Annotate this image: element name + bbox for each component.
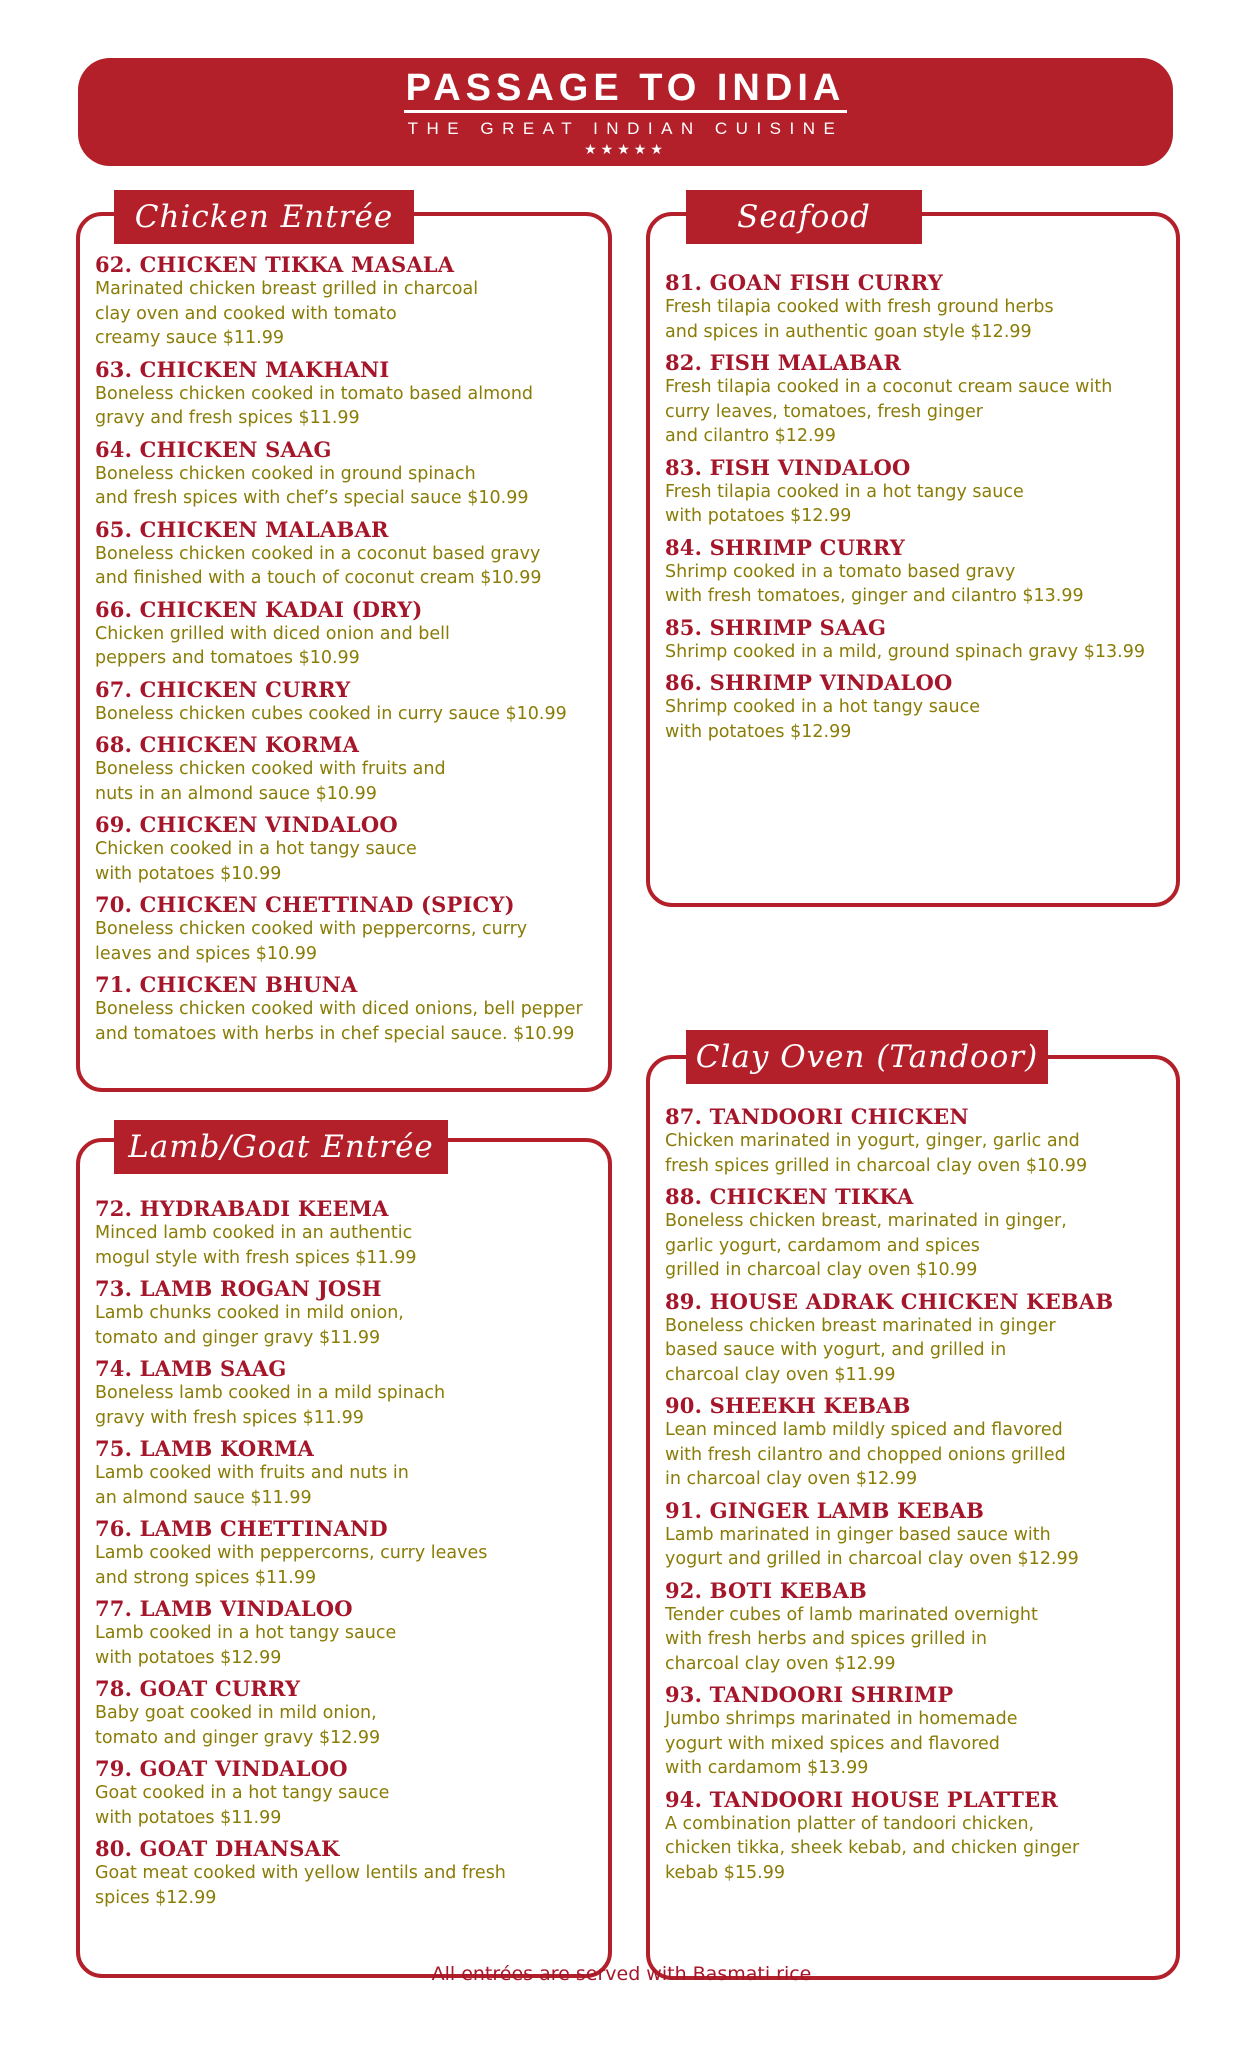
menu-item-title: 83. FISH VINDALOO <box>665 454 911 480</box>
restaurant-name: PASSAGE TO INDIA <box>404 66 848 113</box>
restaurant-tagline: THE GREAT INDIAN CUISINE <box>407 119 844 138</box>
menu-item <box>95 597 605 671</box>
menu-item <box>95 517 605 591</box>
rating-stars: ★★★★★ <box>584 142 667 158</box>
menu-item-title: 85. SHRIMP SAAG <box>665 614 887 640</box>
menu-item-description: Lamb chunks cooked in mild onion, tomato and ginger gravy $11.99 <box>95 1303 404 1348</box>
menu-item <box>665 1289 1175 1388</box>
menu-item-title: 86. SHRIMP VINDALOO <box>665 670 953 695</box>
menu-item <box>95 1356 605 1430</box>
menu-item <box>95 1276 605 1350</box>
menu-item-title: 84. SHRIMP CURRY <box>665 534 905 560</box>
menu-item-description: Boneless chicken breast, marinated in ginger, garlic yogurt, cardamom and spices grilled in charcoal clay oven $10.99 <box>665 1211 1067 1280</box>
menu-item <box>665 1498 1175 1572</box>
menu-item <box>95 357 605 431</box>
menu-item-title: 63. CHICKEN MAKHANI <box>95 356 390 382</box>
menu-item <box>665 1184 1175 1283</box>
menu-item-description: Lamb cooked in a hot tangy sauce with potatoes $12.99 <box>95 1623 397 1668</box>
menu-item-description: Baby goat cooked in mild onion, tomato and ginger gravy $12.99 <box>95 1703 381 1748</box>
menu-item-description: Lamb cooked with peppercorns, curry leaves and strong spices $11.99 <box>95 1543 488 1588</box>
menu-item-title: 91. GINGER LAMB KEBAB <box>665 1497 985 1523</box>
menu-item-title: 66. CHICKEN KADAI (DRY) <box>95 596 423 622</box>
chicken-entree-heading: Chicken Entrée <box>114 190 414 244</box>
menu-item <box>665 1787 1175 1886</box>
menu-item-title: 81. GOAN FISH CURRY <box>665 270 943 295</box>
menu-item-description: Chicken marinated in yogurt, ginger, garlic and fresh spices grilled in charcoal clay oven $10.99 <box>665 1131 1088 1176</box>
menu-item-title: 77. LAMB VINDALOO <box>95 1596 353 1621</box>
menu-item-title: 90. SHEEKH KEBAB <box>665 1393 911 1418</box>
menu-item-description: Marinated chicken breast grilled in charcoal clay oven and cooked with tomato creamy sauce $11.99 <box>95 279 479 348</box>
menu-item-description: Fresh tilapia cooked with fresh ground herbs and spices in authentic goan style $12.99 <box>665 297 1054 342</box>
menu-item-description: Fresh tilapia cooked in a coconut cream sauce with curry leaves, tomatoes, fresh ginger and cilantro $12.99 <box>665 377 1113 446</box>
menu-item <box>95 1516 605 1590</box>
menu-item-description: Boneless chicken cooked with diced onions, bell pepper and tomatoes with herbs in chef special sauce. $10.99 <box>95 999 583 1044</box>
menu-item <box>95 812 605 886</box>
menu-item <box>665 1393 1175 1492</box>
menu-item <box>95 1756 605 1830</box>
menu-item <box>665 455 1175 529</box>
menu-item-description: Fresh tilapia cooked in a hot tangy sauce with potatoes $12.99 <box>665 481 1024 526</box>
footer-note: All entrées are served with Basmati rice <box>431 1963 812 1985</box>
menu-item-description: Chicken cooked in a hot tangy sauce with potatoes $10.99 <box>95 839 417 884</box>
menu-item-title: 62. CHICKEN TIKKA MASALA <box>95 252 455 277</box>
menu-item-title: 78. GOAT CURRY <box>95 1676 301 1701</box>
menu-item-description: Goat meat cooked with yellow lentils and fresh spices $12.99 <box>95 1863 506 1908</box>
menu-item-title: 73. LAMB ROGAN JOSH <box>95 1276 382 1301</box>
menu-item-description: Boneless chicken cooked in a coconut based gravy and finished with a touch of coconut cream $10.99 <box>95 543 542 588</box>
menu-item-title: 67. CHICKEN CURRY <box>95 676 351 702</box>
menu-item-description: Lamb cooked with fruits and nuts in an almond sauce $11.99 <box>95 1463 409 1508</box>
menu-item-description: Chicken grilled with diced onion and bell peppers and tomatoes $10.99 <box>95 623 450 668</box>
menu-item-title: 88. CHICKEN TIKKA <box>665 1184 914 1209</box>
menu-item-title: 89. HOUSE ADRAK CHICKEN KEBAB <box>665 1288 1114 1314</box>
menu-item-title: 72. HYDRABADI KEEMA <box>95 1196 389 1221</box>
menu-item-description: Minced lamb cooked in an authentic mogul style with fresh spices $11.99 <box>95 1223 417 1268</box>
menu-item <box>95 252 605 351</box>
menu-item <box>665 1682 1175 1781</box>
chicken-entree-list <box>95 252 605 1052</box>
menu-item-title: 82. FISH MALABAR <box>665 350 902 375</box>
menu-item-description: Boneless chicken cooked with fruits and nuts in an almond sauce $10.99 <box>95 759 446 804</box>
menu-item <box>665 350 1175 449</box>
menu-item-description: Boneless chicken cooked in ground spinach and fresh spices with chef’s special sauce $10.99 <box>95 463 529 508</box>
menu-item <box>95 1436 605 1510</box>
menu-item-title: 68. CHICKEN KORMA <box>95 732 360 757</box>
menu-item-title: 76. LAMB CHETTINAND <box>95 1516 388 1541</box>
menu-item <box>95 972 605 1046</box>
menu-item-description: Boneless chicken cubes cooked in curry sauce $10.99 <box>95 703 567 724</box>
menu-item-description: Boneless chicken breast marinated in ginger based sauce with yogurt, and grilled in charcoal clay oven $11.99 <box>665 1315 1056 1385</box>
seafood-list <box>665 270 1175 750</box>
menu-item <box>95 677 605 727</box>
menu-item-description: Tender cubes of lamb marinated overnight with fresh herbs and spices grilled in charcoal clay oven $12.99 <box>665 1604 1038 1674</box>
menu-item <box>665 670 1175 744</box>
menu-item <box>95 732 605 806</box>
menu-item <box>665 1104 1175 1178</box>
menu-item-description: Lamb marinated in ginger based sauce with yogurt and grilled in charcoal clay oven $12.99 <box>665 1524 1079 1569</box>
menu-item-title: 92. BOTI KEBAB <box>665 1577 867 1603</box>
menu-item-title: 79. GOAT VINDALOO <box>95 1756 348 1781</box>
clay-oven-heading: Clay Oven (Tandoor) <box>686 1030 1048 1084</box>
lamb-goat-entree-list <box>95 1196 605 1916</box>
menu-item-title: 87. TANDOORI CHICKEN <box>665 1104 969 1129</box>
lamb-goat-entree-heading: Lamb/Goat Entrée <box>114 1120 448 1174</box>
menu-item <box>665 615 1175 665</box>
menu-item-title: 75. LAMB KORMA <box>95 1436 314 1461</box>
menu-item-description: A combination platter of tandoori chicken, chicken tikka, sheek kebab, and chicken ginger kebab $15.99 <box>665 1813 1080 1883</box>
menu-item-description: Lean minced lamb mildly spiced and flavored with fresh cilantro and chopped onions grilled in charcoal clay oven $12.99 <box>665 1420 1066 1489</box>
menu-item <box>95 1596 605 1670</box>
menu-item-title: 69. CHICKEN VINDALOO <box>95 812 398 837</box>
menu-item-description: Shrimp cooked in a tomato based gravy with fresh tomatoes, ginger and cilantro $13.99 <box>665 561 1084 606</box>
menu-item-title: 80. GOAT DHANSAK <box>95 1836 340 1861</box>
menu-item-description: Boneless lamb cooked in a mild spinach gravy with fresh spices $11.99 <box>95 1383 446 1428</box>
menu-item-title: 65. CHICKEN MALABAR <box>95 516 389 542</box>
menu-item-title: 93. TANDOORI SHRIMP <box>665 1682 954 1707</box>
menu-item-title: 64. CHICKEN SAAG <box>95 436 332 462</box>
restaurant-banner <box>78 58 1173 166</box>
menu-item <box>665 270 1175 344</box>
menu-item-title: 70. CHICKEN CHETTINAD (SPICY) <box>95 892 515 917</box>
menu-item <box>95 437 605 511</box>
menu-item-title: 94. TANDOORI HOUSE PLATTER <box>665 1786 1058 1812</box>
menu-item-description: Boneless chicken cooked with peppercorns, curry leaves and spices $10.99 <box>95 919 528 964</box>
menu-item-title: 71. CHICKEN BHUNA <box>95 972 358 997</box>
menu-item-title: 74. LAMB SAAG <box>95 1356 287 1381</box>
menu-item-description: Boneless chicken cooked in tomato based almond gravy and fresh spices $11.99 <box>95 383 534 428</box>
seafood-heading: Seafood <box>686 190 922 244</box>
menu-item-description: Shrimp cooked in a hot tangy sauce with potatoes $12.99 <box>665 697 981 742</box>
menu-item-description: Shrimp cooked in a mild, ground spinach gravy $13.99 <box>665 641 1145 662</box>
menu-item-description: Jumbo shrimps marinated in homemade yogurt with mixed spices and flavored with cardamom $13.99 <box>665 1709 1018 1778</box>
menu-item-description: Goat cooked in a hot tangy sauce with potatoes $11.99 <box>95 1783 390 1828</box>
menu-item <box>665 535 1175 609</box>
menu-item <box>665 1578 1175 1677</box>
clay-oven-list <box>665 1104 1175 1891</box>
menu-item <box>95 892 605 966</box>
menu-item <box>95 1676 605 1750</box>
menu-item <box>95 1836 605 1910</box>
menu-item <box>95 1196 605 1270</box>
